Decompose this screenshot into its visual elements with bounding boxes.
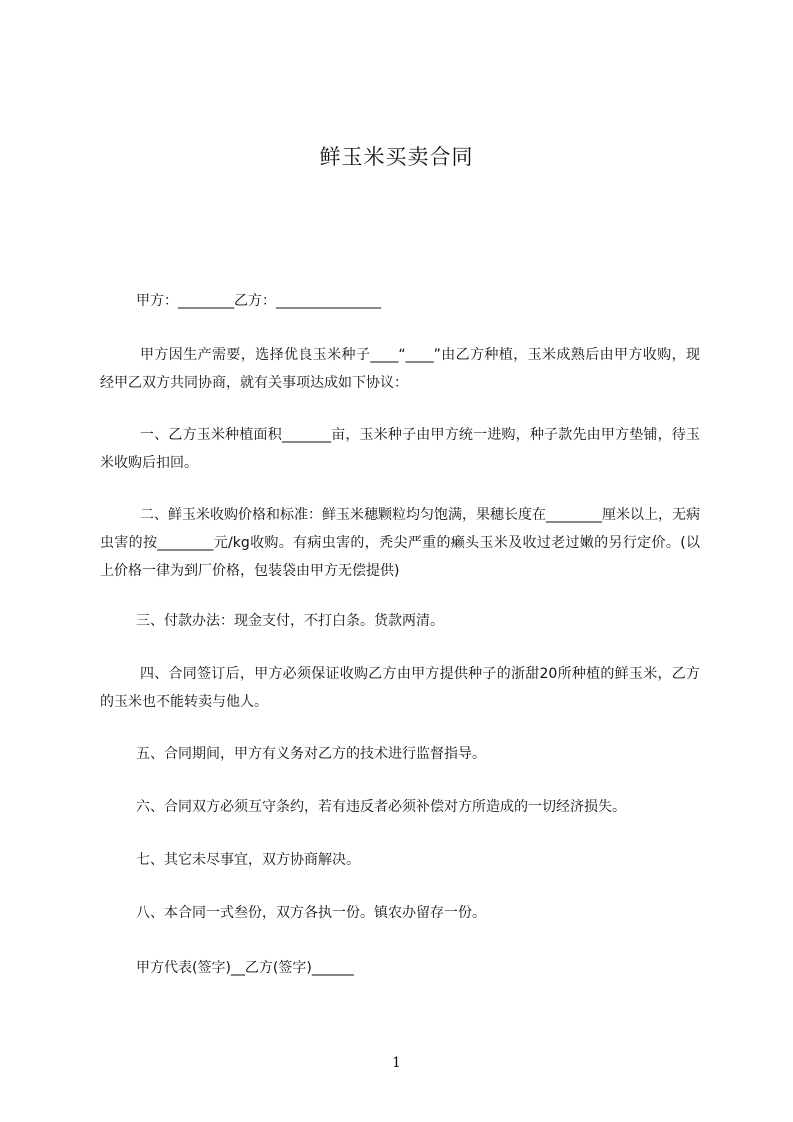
clause-1: 一、乙方玉米种植面积_______亩，玉米种子由甲方统一进购，种子款先由甲方垫铺，待玉米收购后扣回。 <box>100 427 700 471</box>
clause-8: 八、本合同一式叁份，双方各执一份。镇农办留存一份。 <box>136 905 486 921</box>
clause-3: 三、付款办法：现金支付，不打白条。货款两清。 <box>136 613 444 629</box>
clause-7: 七、其它未尽事宜，双方协商解决。 <box>136 852 360 868</box>
page-number: 1 <box>392 1055 401 1071</box>
clause-5: 五、合同期间，甲方有义务对乙方的技术进行监督指导。 <box>136 746 486 762</box>
parties-line: 甲方：________乙方：_______________ <box>136 293 381 309</box>
clause-4: 四、合同签订后，甲方必须保证收购乙方由甲方提供种子的浙甜20所种植的鲜玉米，乙方的玉米也不能转卖与他人。 <box>100 666 700 710</box>
preamble-paragraph: 甲方因生产需要，选择优良玉米种子____“____”由乙方种植，玉米成熟后由甲方收购，现经甲乙双方共同协商，就有关事项达成如下协议： <box>100 347 700 391</box>
signature-line: 甲方代表(签字)__乙方(签字)______ <box>136 960 354 976</box>
clause-6: 六、合同双方必须互守条约，若有违反者必须补偿对方所造成的一切经济损失。 <box>136 799 626 815</box>
clause-2: 二、鲜玉米收购价格和标准：鲜玉米穗颗粒均匀饱满，果穗长度在________厘米以上，无病虫害的按________元/kg收购。有病虫害的，秃尖严重的癞头玉米及收过老过嫩的另行定价。(以上价格一律为到厂价格，包装袋由甲方无偿提供) <box>100 507 700 579</box>
document-title: 鲜玉米买卖合同 <box>319 145 474 169</box>
